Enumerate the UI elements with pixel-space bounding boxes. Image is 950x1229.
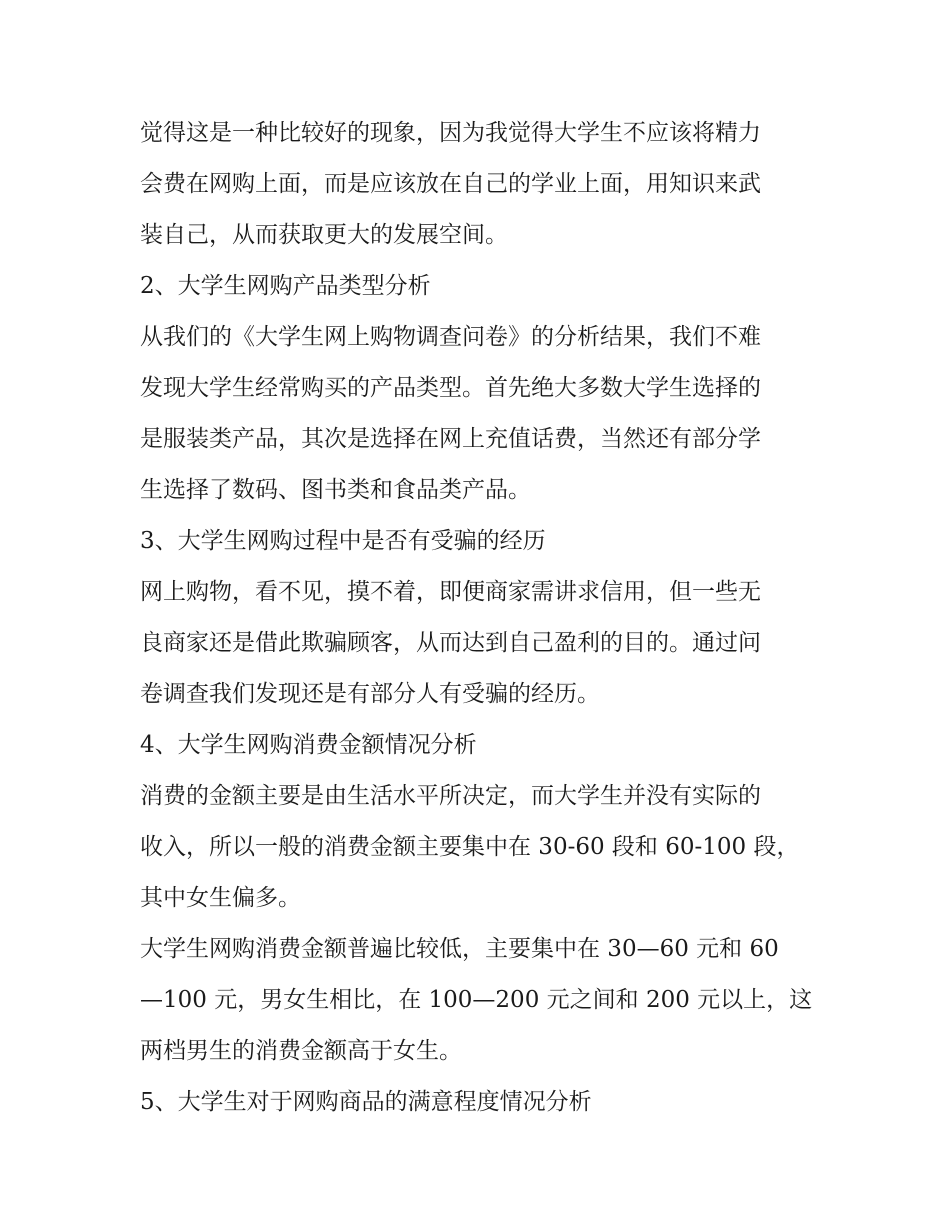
paragraph-line: 消费的金额主要是由生活水平所决定，而大学生并没有实际的 [140, 783, 761, 809]
paragraph-line: 从我们的《大学生网上购物调查问卷》的分析结果，我们不难 [140, 324, 761, 350]
section-heading-4: 4、大学生网购消费金额情况分析 [140, 732, 477, 758]
paragraph-line: 网上购物，看不见，摸不着，即便商家需讲求信用，但一些无 [140, 579, 761, 605]
paragraph-line: 会费在网购上面，而是应该放在自己的学业上面，用知识来武 [140, 171, 761, 197]
section-heading-5: 5、大学生对于网购商品的满意程度情况分析 [140, 1089, 592, 1115]
paragraph-line: 生选择了数码、图书类和食品类产品。 [140, 477, 531, 503]
paragraph-line: 收入，所以一般的消费金额主要集中在 30-60 段和 60-100 段， [140, 834, 800, 860]
paragraph-line: 大学生网购消费金额普遍比较低，主要集中在 30—60 元和 60 [140, 936, 779, 962]
section-heading-2: 2、大学生网购产品类型分析 [140, 273, 431, 299]
paragraph-line: 发现大学生经常购买的产品类型。首先绝大多数大学生选择的 [140, 375, 761, 401]
paragraph-line: 是服装类产品，其次是选择在网上充值话费，当然还有部分学 [140, 426, 761, 452]
paragraph-line: —100 元，男女生相比，在 100—200 元之间和 200 元以上，这 [140, 987, 813, 1013]
paragraph-line: 卷调查我们发现还是有部分人有受骗的经历。 [140, 681, 600, 707]
section-heading-3: 3、大学生网购过程中是否有受骗的经历 [140, 528, 546, 554]
paragraph-line: 良商家还是借此欺骗顾客，从而达到自己盈利的目的。通过问 [140, 630, 761, 656]
paragraph-line: 两档男生的消费金额高于女生。 [140, 1038, 462, 1064]
paragraph-line: 装自己，从而获取更大的发展空间。 [140, 222, 508, 248]
paragraph-line: 觉得这是一种比较好的现象，因为我觉得大学生不应该将精力 [140, 120, 761, 146]
document-body [140, 108, 820, 1128]
paragraph-line: 其中女生偏多。 [140, 885, 301, 911]
